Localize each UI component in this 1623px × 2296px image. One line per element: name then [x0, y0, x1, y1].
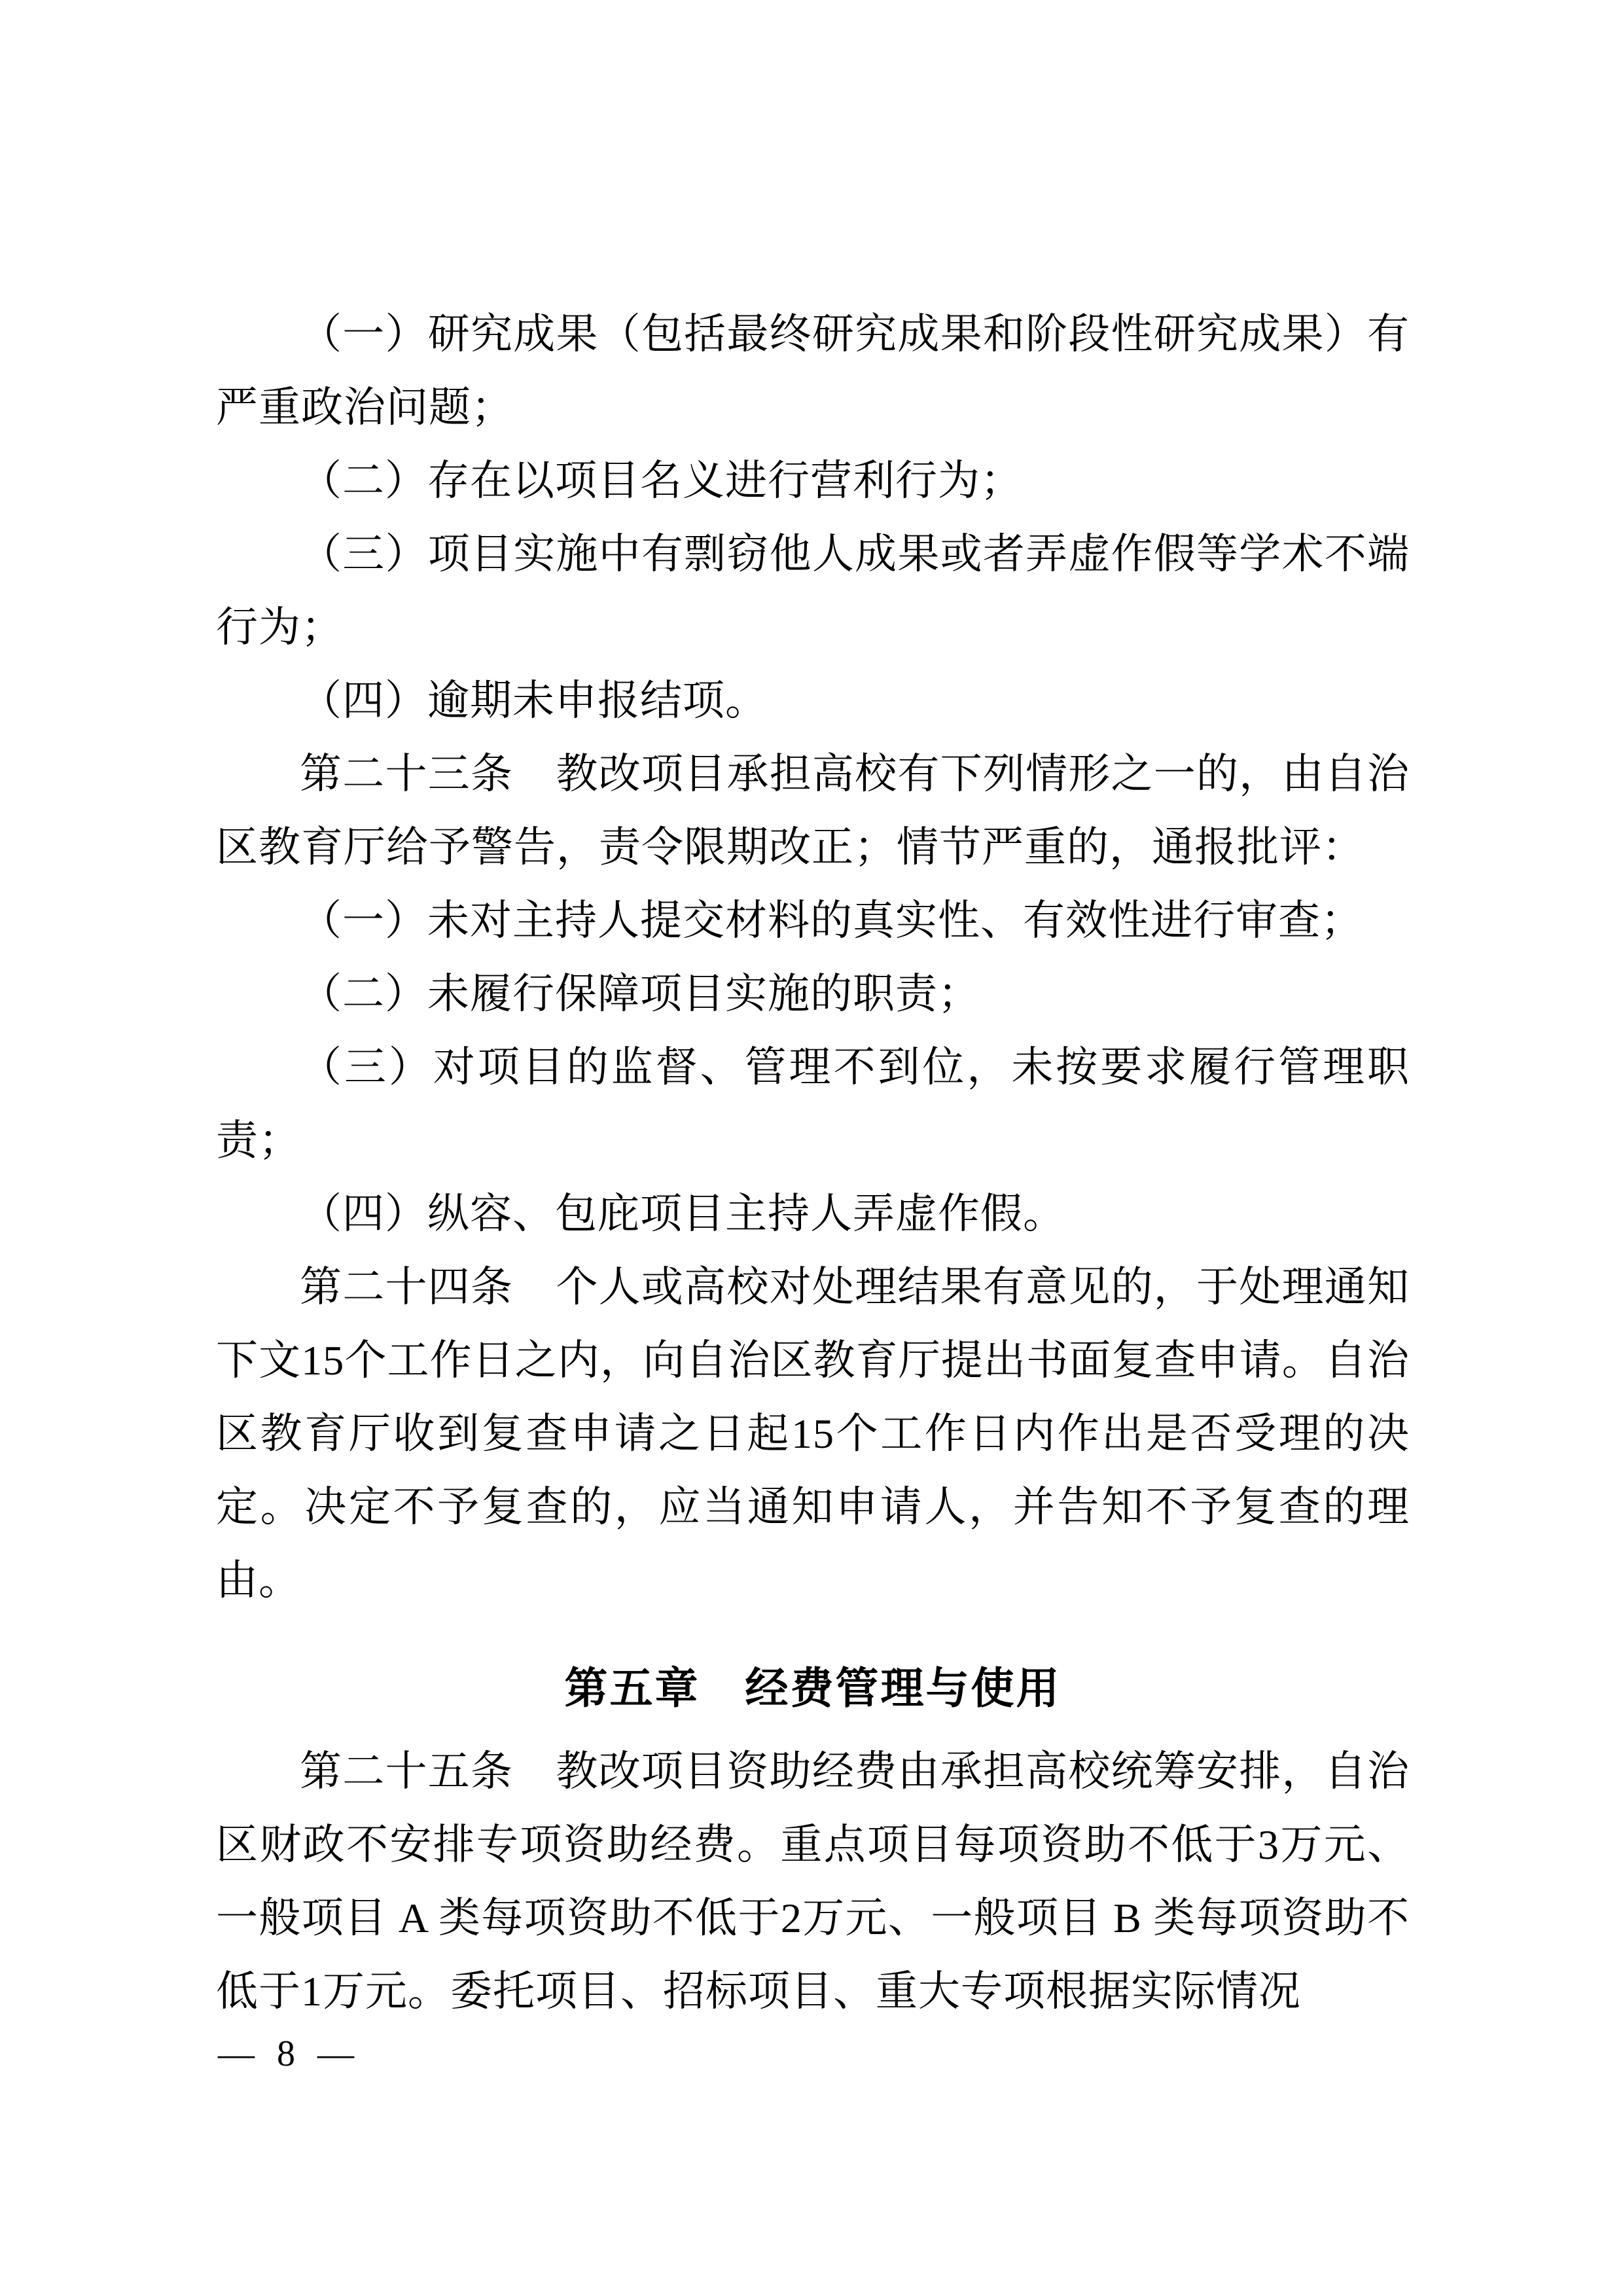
footer-left-dash: — [218, 2034, 255, 2074]
article-23-paragraph: 第二十三条 教改项目承担高校有下列情形之一的，由自治区教育厅给予警告，责令限期改正；情节严重的，通报批评： [216, 751, 1410, 870]
clause-item-3: （三）项目实施中有剽窃他人成果或者弄虚作假等学术不端行为； [216, 531, 1410, 651]
page-footer [218, 2033, 354, 2075]
clause-item-4: （四）逾期未申报结项。 [300, 677, 768, 724]
chapter-heading: 第五章 经费管理与使用 [564, 1664, 1061, 1712]
article-23-item-2: （二）未履行保障项目实施的职责； [300, 971, 980, 1017]
article-23-item-3: （三）对项目的监督、管理不到位，未按要求履行管理职责； [216, 1044, 1410, 1164]
clause-item-2: （二）存在以项目名义进行营利行为； [300, 457, 1023, 504]
clause-item-1: （一）研究成果（包括最终研究成果和阶段性研究成果）有严重政治问题； [216, 311, 1410, 431]
article-25-paragraph: 第二十五条 教改项目资助经费由承担高校统筹安排，自治区财政不安排专项资助经费。重点项目每项资助不低于3万元、一般项目 A 类每项资助不低于2万元、一般项目 B 类每项资助不低于1万元。委托项目、招标项目、重大专项根据实际情况 [216, 1748, 1410, 2015]
article-24-paragraph: 第二十四条 个人或高校对处理结果有意见的，于处理通知下文15个工作日之内，向自治区教育厅提出书面复查申请。自治区教育厅收到复查申请之日起15个工作日内作出是否受理的决定。决定不予复查的，应当通知申请人，并告知不予复查的理由。 [216, 1264, 1410, 1604]
document-body [216, 298, 1410, 2028]
article-23-item-1: （一）未对主持人提交材料的真实性、有效性进行审查； [300, 897, 1363, 944]
article-23-item-4: （四）纵容、包庇项目主持人弄虚作假。 [300, 1191, 1065, 1237]
footer-right-dash: — [317, 2034, 354, 2074]
page-number: 8 [277, 2034, 295, 2074]
